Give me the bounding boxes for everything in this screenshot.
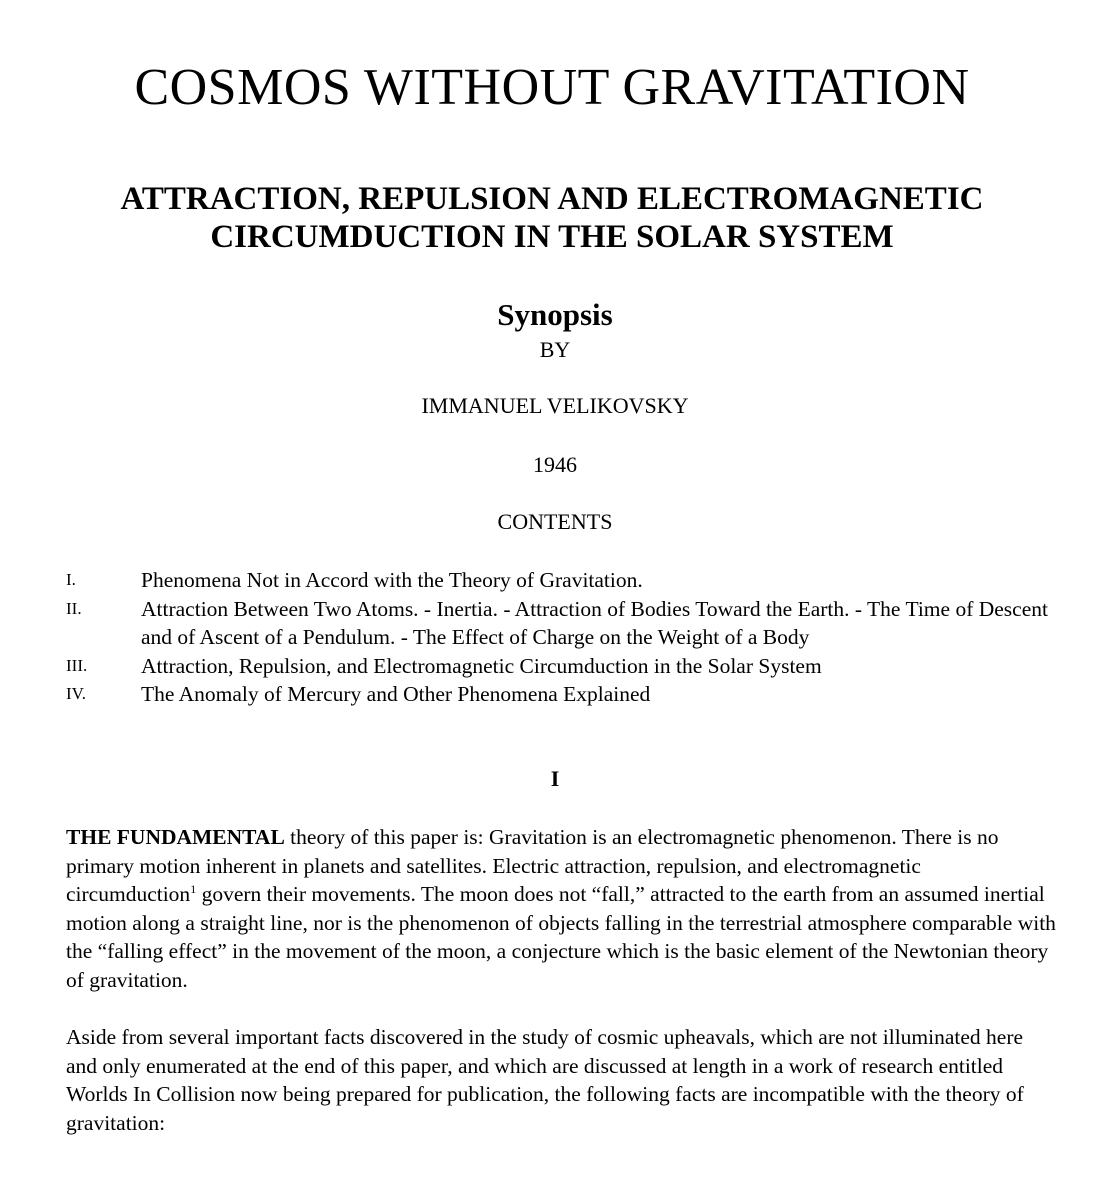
- paragraph-text-a: theory of this paper is: Gravitation is an electromagnetic phenomenon. There is no primary motion inherent in planets and satellites. Electric attraction, repulsion, and electromagnetic circumduction: [66, 825, 999, 907]
- table-of-contents: [66, 566, 1056, 709]
- author-name: IMMANUEL VELIKOVSKY: [421, 393, 689, 418]
- contents-heading: CONTENTS: [497, 509, 613, 534]
- document-title: COSMOS WITHOUT GRAVITATION: [134, 59, 970, 116]
- toc-item-number: I.: [66, 570, 76, 589]
- toc-item-text: The Anomaly of Mercury and Other Phenomena Explained: [141, 682, 651, 707]
- paragraph-lead-in: THE FUNDAMENTAL: [66, 825, 285, 849]
- toc-item: [66, 652, 1056, 681]
- toc-item: [66, 595, 1056, 652]
- footnote-marker[interactable]: 1: [190, 882, 197, 897]
- subtitle-line-2: CIRCUMDUCTION IN THE SOLAR SYSTEM: [210, 219, 894, 255]
- paragraph-text-b: govern their movements. The moon does not “fall,” attracted to the earth from an assumed inertial motion along a straight line, nor is the phenomenon of objects falling in the terrestrial atmosphere comparable with the “falling effect” in the movement of the moon, a conjecture which is the basic element of the Newtonian theory of gravitation.: [66, 882, 1056, 992]
- toc-item: [66, 680, 1056, 709]
- toc-item-number: II.: [66, 598, 82, 618]
- toc-item-number: III.: [66, 655, 88, 675]
- toc-item-number: IV.: [66, 684, 86, 704]
- document-subtitle: [0, 180, 1104, 256]
- subtitle-line-1: ATTRACTION, REPULSION AND ELECTROMAGNETIC: [120, 181, 984, 217]
- toc-item-text: Attraction Between Two Atoms. - Inertia. - Attraction of Bodies Toward the Earth. - The Time of Descent and of Ascent of a Pendulum. - The Effect of Charge on the Weight of a Body: [141, 596, 1048, 650]
- body-paragraph-1: [66, 823, 1056, 995]
- by-label: BY: [539, 337, 571, 362]
- toc-item-text: Phenomena Not in Accord with the Theory of Gravitation.: [141, 568, 643, 592]
- body-paragraph-2: Aside from several important facts discovered in the study of cosmic upheavals, which are not illuminated here and only enumerated at the end of this paper, and which are discussed at length in a work of research entitled Worlds In Collision now being prepared for publication, the following facts are incompatible with the theory of gravitation:: [66, 1025, 1024, 1135]
- toc-item-text: Attraction, Repulsion, and Electromagnetic Circumduction in the Solar System: [141, 653, 822, 678]
- toc-item: [66, 566, 1056, 595]
- synopsis-heading: Synopsis: [497, 297, 613, 332]
- publication-year: 1946: [533, 452, 577, 477]
- section-heading: I: [550, 766, 560, 791]
